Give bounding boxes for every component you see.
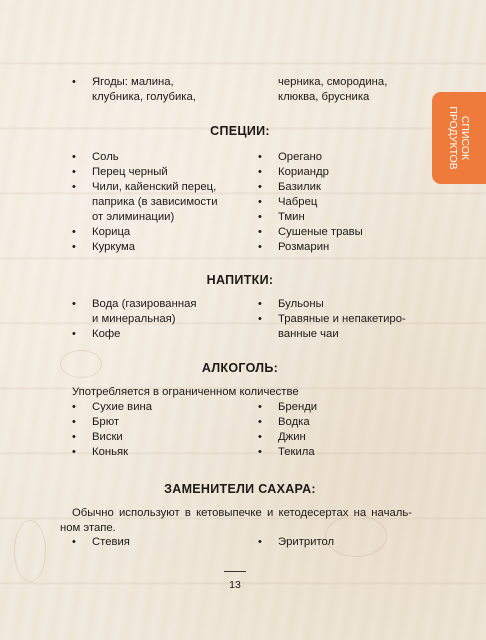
berries-left-list bbox=[72, 75, 196, 105]
bullet-icon: • bbox=[72, 151, 76, 163]
bullet-icon: • bbox=[72, 446, 76, 458]
list-item: • Коньяк bbox=[72, 446, 129, 458]
drinks-right-list bbox=[258, 297, 406, 342]
section-heading-drinks: НАПИТКИ: bbox=[206, 273, 274, 287]
spices-left-list bbox=[72, 150, 218, 255]
list-item: • Ягоды: малина, bbox=[72, 76, 174, 88]
list-item: • Куркума bbox=[72, 241, 136, 253]
bullet-icon: • bbox=[258, 211, 262, 223]
list-item: • Джин bbox=[258, 431, 306, 443]
list-item: от элиминации) bbox=[92, 211, 175, 223]
bullet-icon: • bbox=[72, 536, 76, 548]
section-tab bbox=[432, 92, 486, 184]
bullet-icon: • bbox=[72, 298, 76, 310]
list-item: • Эритритол bbox=[258, 536, 335, 548]
list-item: • Базилик bbox=[258, 181, 321, 193]
bullet-icon: • bbox=[72, 226, 76, 238]
alcohol-right-list bbox=[258, 400, 317, 460]
bullet-icon: • bbox=[258, 416, 262, 428]
wood-knot bbox=[325, 515, 387, 557]
list-item: • Кофе bbox=[72, 328, 121, 340]
tab-line-1: СПИСОК bbox=[459, 115, 471, 161]
list-item: • Перец черный bbox=[72, 166, 168, 178]
bullet-icon: • bbox=[258, 226, 262, 238]
list-item: • Текила bbox=[258, 446, 315, 458]
sweeteners-right-list bbox=[258, 535, 334, 550]
list-item: • Чили, кайенский перец, bbox=[72, 181, 217, 193]
list-item: • Бульоны bbox=[258, 298, 324, 310]
bullet-icon: • bbox=[258, 196, 262, 208]
bullet-icon: • bbox=[72, 181, 76, 193]
berries-right-list bbox=[278, 75, 387, 105]
spices-right-list bbox=[258, 150, 363, 255]
section-heading-alcohol: АЛКОГОЛЬ: bbox=[201, 361, 279, 375]
wood-knot bbox=[14, 520, 46, 582]
bullet-icon: • bbox=[72, 241, 76, 253]
list-item: • Бренди bbox=[258, 401, 318, 413]
list-item: • Розмарин bbox=[258, 241, 330, 253]
bullet-icon: • bbox=[258, 151, 262, 163]
bullet-icon: • bbox=[258, 181, 262, 193]
bullet-icon: • bbox=[258, 298, 262, 310]
list-item: • Орегано bbox=[258, 151, 323, 163]
list-item: клубника, голубика, bbox=[92, 91, 196, 103]
section-heading-spices: СПЕЦИИ: bbox=[210, 124, 270, 138]
list-item: • Тмин bbox=[258, 211, 305, 223]
section-tab-label bbox=[447, 106, 471, 169]
section-heading-sweeteners: ЗАМЕНИТЕЛИ САХАРА: bbox=[164, 482, 316, 496]
bullet-icon: • bbox=[72, 166, 76, 178]
bullet-icon: • bbox=[72, 431, 76, 443]
tab-line-2: ПРОДУКТОВ bbox=[447, 106, 459, 170]
list-item: • Стевия bbox=[72, 536, 130, 548]
list-item: • Виски bbox=[72, 431, 123, 443]
list-item: клюква, брусника bbox=[278, 91, 370, 103]
sweeteners-note-line-1: Обычно используют в кетовыпечке и кетодесертах на началь- bbox=[72, 507, 412, 519]
bullet-icon: • bbox=[258, 401, 262, 413]
alcohol-note: Употребляется в ограниченном количестве bbox=[72, 386, 299, 398]
list-item: • Вода (газированная bbox=[72, 298, 197, 310]
list-item: и минеральная) bbox=[92, 313, 176, 325]
list-item: паприка (в зависимости bbox=[92, 196, 218, 208]
list-item: • Корица bbox=[72, 226, 131, 238]
bullet-icon: • bbox=[258, 241, 262, 253]
bullet-icon: • bbox=[258, 536, 262, 548]
bullet-icon: • bbox=[258, 313, 262, 325]
page-number-divider bbox=[224, 571, 246, 572]
list-item: • Брют bbox=[72, 416, 120, 428]
list-item: • Чабрец bbox=[258, 196, 318, 208]
drinks-left-list bbox=[72, 297, 196, 342]
alcohol-left-list bbox=[72, 400, 152, 460]
sweeteners-note-line-2: ном этапе. bbox=[60, 522, 116, 534]
list-item: • Водка bbox=[258, 416, 310, 428]
bullet-icon: • bbox=[258, 431, 262, 443]
bullet-icon: • bbox=[258, 446, 262, 458]
list-item: ванные чаи bbox=[278, 328, 339, 340]
bullet-icon: • bbox=[72, 401, 76, 413]
list-item: • Травяные и непакетиро- bbox=[258, 313, 406, 325]
bullet-icon: • bbox=[72, 328, 76, 340]
list-item: • Сушеные травы bbox=[258, 226, 363, 238]
bullet-icon: • bbox=[258, 166, 262, 178]
bullet-icon: • bbox=[72, 76, 76, 88]
list-item: • Сухие вина bbox=[72, 401, 153, 413]
bullet-icon: • bbox=[72, 416, 76, 428]
list-item: • Кориандр bbox=[258, 166, 329, 178]
list-item: черника, смородина, bbox=[278, 76, 388, 88]
page-number: 13 bbox=[229, 579, 241, 591]
list-item: • Соль bbox=[72, 151, 119, 163]
sweeteners-left-list bbox=[72, 535, 130, 550]
